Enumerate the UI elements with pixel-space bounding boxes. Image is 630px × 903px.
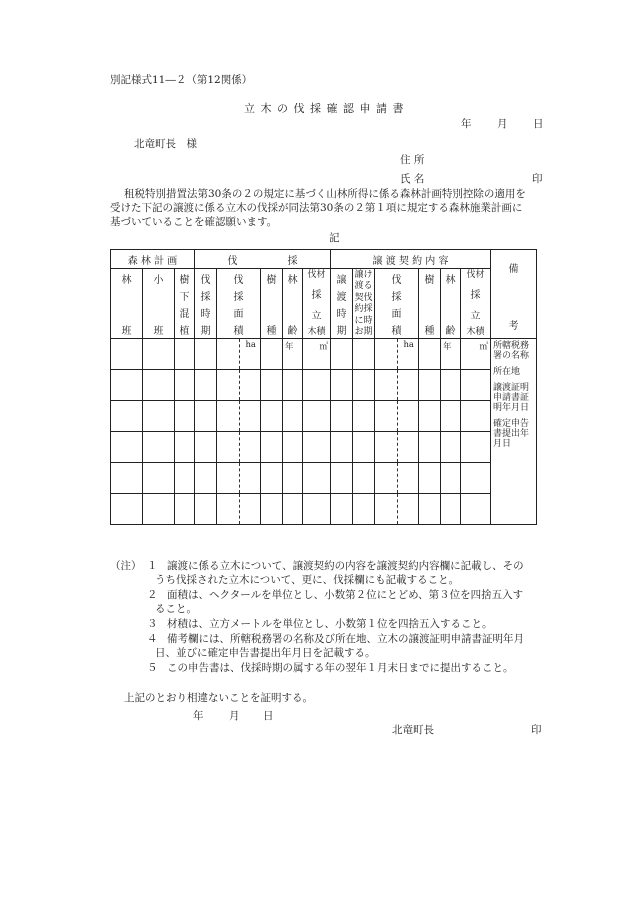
mayor-seal: 印	[531, 724, 542, 736]
column-header-4: 伐 採 時 期	[195, 269, 217, 339]
notes-label: （注）	[110, 560, 142, 572]
unit-year: 年	[285, 342, 294, 352]
note-number-4: ４	[147, 633, 158, 645]
date-month: 月	[497, 118, 508, 130]
cert-month: 月	[229, 710, 240, 722]
column-header-3: 樹 下 混 植	[175, 269, 195, 339]
note-text-1: 譲渡に係る立木について、譲渡契約の内容を譲渡契約内容欄に記載し、その	[167, 560, 524, 572]
cert-day: 日	[263, 710, 274, 722]
document-title: 立 木 の 伐 採 確 認 申 請 書	[244, 102, 405, 115]
remarks-cell: 所轄税務署の名称 所在地 譲渡証明申請書証明年月日 確定申告書提出年月日	[491, 339, 537, 525]
unit-year-2: 年	[443, 342, 452, 352]
note-number-3: ３	[147, 618, 158, 630]
header-remarks: 備 考	[491, 250, 537, 339]
column-header-2: 小 班	[143, 269, 175, 339]
unit-ha: ha	[245, 340, 256, 350]
column-header-14: 伐材 採 立 木積	[461, 269, 491, 339]
note-text-3: 材積は、立方メートルを単位とし、小数第１位を四捨五入すること。	[167, 618, 493, 630]
column-header-6: 樹 種	[261, 269, 283, 339]
note-number-2: ２	[147, 589, 158, 601]
date-year: 年	[461, 118, 472, 130]
note-continuation-2: ること。	[155, 603, 197, 615]
name-label: 氏 名	[400, 173, 425, 185]
column-header-8: 伐材 採 立 木積	[303, 269, 331, 339]
certification-text: 上記のとおり相違ないことを証明する。	[124, 692, 313, 704]
mayor-label: 北竜町長	[392, 724, 434, 736]
intro-line-2: 受けた下記の譲渡に係る立木の伐採が同法第30条の２第１項に規定する森林施業計画に	[110, 202, 523, 214]
column-header-13: 林 齢	[441, 269, 461, 339]
header-forest-plan: 森 林 計 画	[111, 250, 195, 269]
column-header-10: 譲け 渡る 契伐 約採 に時 お期	[354, 270, 373, 337]
header-cutting: 伐 採	[195, 250, 331, 269]
column-header-1: 林 班	[111, 269, 143, 339]
unit-ha-2: ha	[403, 340, 414, 350]
applicant-seal: 印	[532, 173, 543, 185]
column-header-7: 林 齢	[283, 269, 303, 339]
note-text-4: 備考欄には、所轄税務署の名称及び所在地、立木の譲渡証明申請書証明年月	[167, 633, 524, 645]
addressee: 北竜町長 様	[134, 138, 197, 150]
note-text-2: 面積は、ヘクタールを単位とし、小数第２位にとどめ、第３位を四捨五入す	[167, 589, 524, 601]
address-label: 住 所	[400, 154, 425, 166]
cert-year: 年	[193, 710, 204, 722]
unit-m3: ㎥	[319, 342, 328, 352]
unit-m3-2: ㎥	[479, 342, 488, 352]
intro-line-1: 租税特別措置法第30条の２の規定に基づく山林所得に係る森林計画特別控除の適用を	[124, 188, 526, 200]
header-transfer: 譲 渡 契 約 内 容	[331, 250, 491, 269]
note-number-1: １	[147, 560, 158, 572]
note-number-5: ５	[147, 662, 158, 674]
column-header-5: 伐 採 面 積	[217, 269, 261, 339]
date-day: 日	[533, 118, 544, 130]
intro-line-3: 基づいていることを確認願います。	[110, 216, 278, 228]
application-table	[110, 249, 537, 525]
note-continuation-4: 日、並びに確定申告書提出年月日を記載する。	[155, 647, 376, 659]
column-header-12: 樹 種	[419, 269, 441, 339]
form-id: 別記様式11―２（第12関係）	[110, 74, 253, 86]
column-header-11: 伐 採 面 積	[375, 269, 419, 339]
column-header-9: 譲 渡 時 期	[331, 269, 353, 339]
note-text-5: この申告書は、伐採時期の属する年の翌年１月末日までに提出すること。	[167, 662, 514, 674]
note-continuation-1: うち伐採された立木について、更に、伐採欄にも記載すること。	[155, 574, 460, 586]
ki-heading: 記	[329, 232, 340, 244]
